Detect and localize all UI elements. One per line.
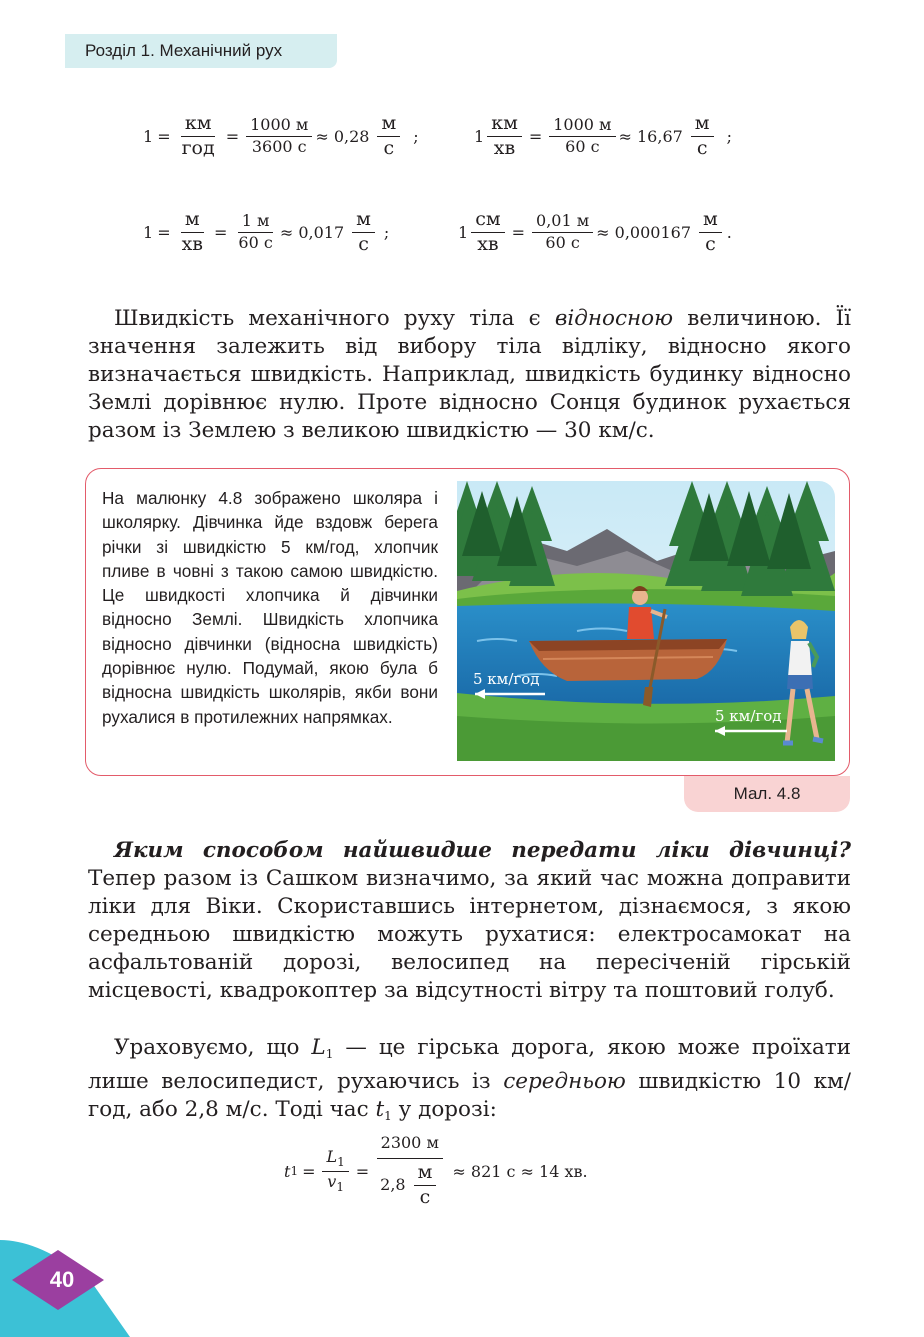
fraction-num: км <box>181 114 216 137</box>
unit-fraction <box>691 114 714 159</box>
approx-value: ≈ 16,67 <box>618 126 683 146</box>
fraction-num: км <box>487 114 522 137</box>
figure-caption <box>684 776 850 812</box>
subscript: 1 <box>384 1109 392 1123</box>
equals-sign: = <box>355 1161 370 1181</box>
symbol-t: t <box>375 1097 385 1122</box>
fraction-den: 60 с <box>565 136 600 156</box>
separator: ; <box>383 222 390 242</box>
symbol-v: v <box>327 1171 337 1191</box>
subscript: 1 <box>336 1179 344 1194</box>
text-span: швидкістю 10 км/год, або 2,8 м/с. Тоді час <box>88 1069 851 1122</box>
subscript: 1 <box>337 1155 345 1170</box>
fraction-num <box>322 1149 348 1172</box>
fraction-den: хв <box>493 136 516 159</box>
river-scene-image <box>457 481 835 761</box>
text-span: величиною. Її значення залежить від вибору тіла відліку, відносно якого визначається швидкість. Наприклад, швидкість будинку відносно Землі дорівнює нулю. Проте відносно Сонця будинок рухається разом із Землею з великою швидкістю — 30 км/с. <box>88 306 851 443</box>
fraction-num: м <box>699 210 722 233</box>
figure-description: На малюнку 4.8 зображено школяра і школярку. Дівчинка йде вздовж берега річки зі швидкістю 5 км/год, хлопчик пливе в човні з такою самою швидкістю. Це швидкості хлопчика й дівчинки відносно Землі. Швидкість хлопчика відносно дівчинки (відносна швидкість) дорівнює нулю. Подумай, якою була б відносна швидкість школярів, якби вони рухалися в протилежних напрямках. <box>102 488 438 727</box>
fraction <box>549 117 615 156</box>
denominator-value: 2,8 <box>380 1174 406 1194</box>
unit-fraction <box>699 210 722 255</box>
formula-term: 1 <box>143 126 154 146</box>
question-heading: Яким способом найшвидше передати ліки дівчинці? <box>114 838 851 863</box>
equals-sign: = <box>225 126 240 146</box>
fraction-den: с <box>383 136 395 159</box>
figure-caption-text: Мал. 4.8 <box>733 784 801 803</box>
formula-term: 1 <box>458 222 469 242</box>
unit-fraction <box>377 114 400 159</box>
fraction-den: 3600 с <box>251 136 307 156</box>
unit-fraction <box>352 210 375 255</box>
fraction <box>178 210 207 255</box>
fraction-num: 2300 м <box>377 1135 443 1159</box>
section-title: Розділ 1. Механічний рух <box>85 41 283 60</box>
fraction-num: 1000 м <box>246 117 312 137</box>
fraction-num: м <box>352 210 375 233</box>
text-span: Швидкість механічного руху тіла є <box>114 306 555 331</box>
separator: ; <box>413 126 419 146</box>
fraction-den: год <box>181 136 215 159</box>
formula-kmh <box>143 114 419 159</box>
approx-value: ≈ 0,000167 <box>596 222 692 242</box>
symbol-L: L <box>326 1147 338 1167</box>
fraction-num: м <box>377 114 400 137</box>
equals-sign: = <box>528 126 543 146</box>
text-span: — це гірська дорога, якою може проїхати лише велосипедист, рухаючись із <box>88 1035 851 1094</box>
symbol-t: t <box>284 1161 291 1181</box>
fraction <box>246 117 312 156</box>
fraction-num: м <box>414 1163 437 1186</box>
fraction-den: 60 с <box>545 232 580 252</box>
fraction-den <box>376 1159 443 1208</box>
fraction-den: хв <box>477 232 499 255</box>
formula-kmmin <box>474 114 732 159</box>
fraction-num: 1 м <box>238 213 274 233</box>
formula-time <box>284 1135 588 1208</box>
equals-sign: = <box>511 222 526 242</box>
subscript: 1 <box>325 1047 334 1061</box>
subscript: 1 <box>290 1164 299 1179</box>
unit-fraction <box>414 1160 437 1208</box>
girl-speed-label: 5 км/год <box>715 707 782 725</box>
fraction <box>178 114 219 159</box>
fraction-den: с <box>419 1185 431 1208</box>
fraction-num: 0,01 м <box>532 213 593 233</box>
fraction-num: 1000 м <box>549 117 615 137</box>
fraction-num: м <box>691 114 714 137</box>
formula-cmmin <box>458 210 732 255</box>
formula-term: 1 <box>474 126 485 146</box>
paragraph-relative-speed <box>88 305 851 445</box>
italic-term: відносною <box>554 306 674 331</box>
fraction-den: с <box>696 136 708 159</box>
text-span: Тепер разом із Сашком визначимо, за який час можна доправити ліки для Віки. Скориставшись інтернетом, дізнаємося, з якою середньою швидкістю можуть рухатися: електросамокат на асфальтованій дорозі, велосипед на пересіченій гірській місцевості, квадрокоптер за відсутності вітру та поштовий голуб. <box>88 866 851 1003</box>
approx-value: ≈ 0,28 <box>315 126 370 146</box>
approx-value: ≈ 0,017 <box>279 222 345 242</box>
formula-mmin <box>143 210 389 255</box>
fraction-den <box>323 1172 348 1194</box>
italic-term: середньою <box>503 1069 626 1094</box>
paragraph-bicycle <box>88 1034 851 1130</box>
fraction-den: с <box>358 232 369 255</box>
fraction <box>234 213 276 252</box>
text-span: Ураховуємо, що <box>114 1035 312 1060</box>
boat-speed-label: 5 км/год <box>473 670 540 688</box>
equals-sign: = <box>157 126 171 146</box>
fraction <box>532 213 593 252</box>
equals-sign: = <box>214 222 228 242</box>
fraction-num: см <box>471 210 504 233</box>
section-header <box>65 34 337 68</box>
fraction-den: хв <box>181 232 204 255</box>
symbol-L: L <box>311 1035 326 1060</box>
separator: . <box>726 222 732 242</box>
fraction <box>322 1149 348 1193</box>
fraction <box>376 1135 443 1208</box>
fraction-den: 60 с <box>238 232 273 252</box>
fraction <box>487 114 522 159</box>
separator: ; <box>726 126 732 146</box>
equals-sign: = <box>302 1161 316 1181</box>
equals-sign: = <box>157 222 171 242</box>
paragraph-medicine-question <box>88 837 851 1005</box>
figure-illustration <box>457 481 835 761</box>
text-span: у дорозі: <box>391 1097 497 1122</box>
fraction-num: м <box>181 210 204 233</box>
formula-result: ≈ 821 с ≈ 14 хв. <box>452 1161 588 1181</box>
fraction-den: с <box>705 232 716 255</box>
page-number: 40 <box>49 1267 75 1292</box>
formula-term: 1 <box>143 222 154 242</box>
fraction <box>471 210 504 255</box>
